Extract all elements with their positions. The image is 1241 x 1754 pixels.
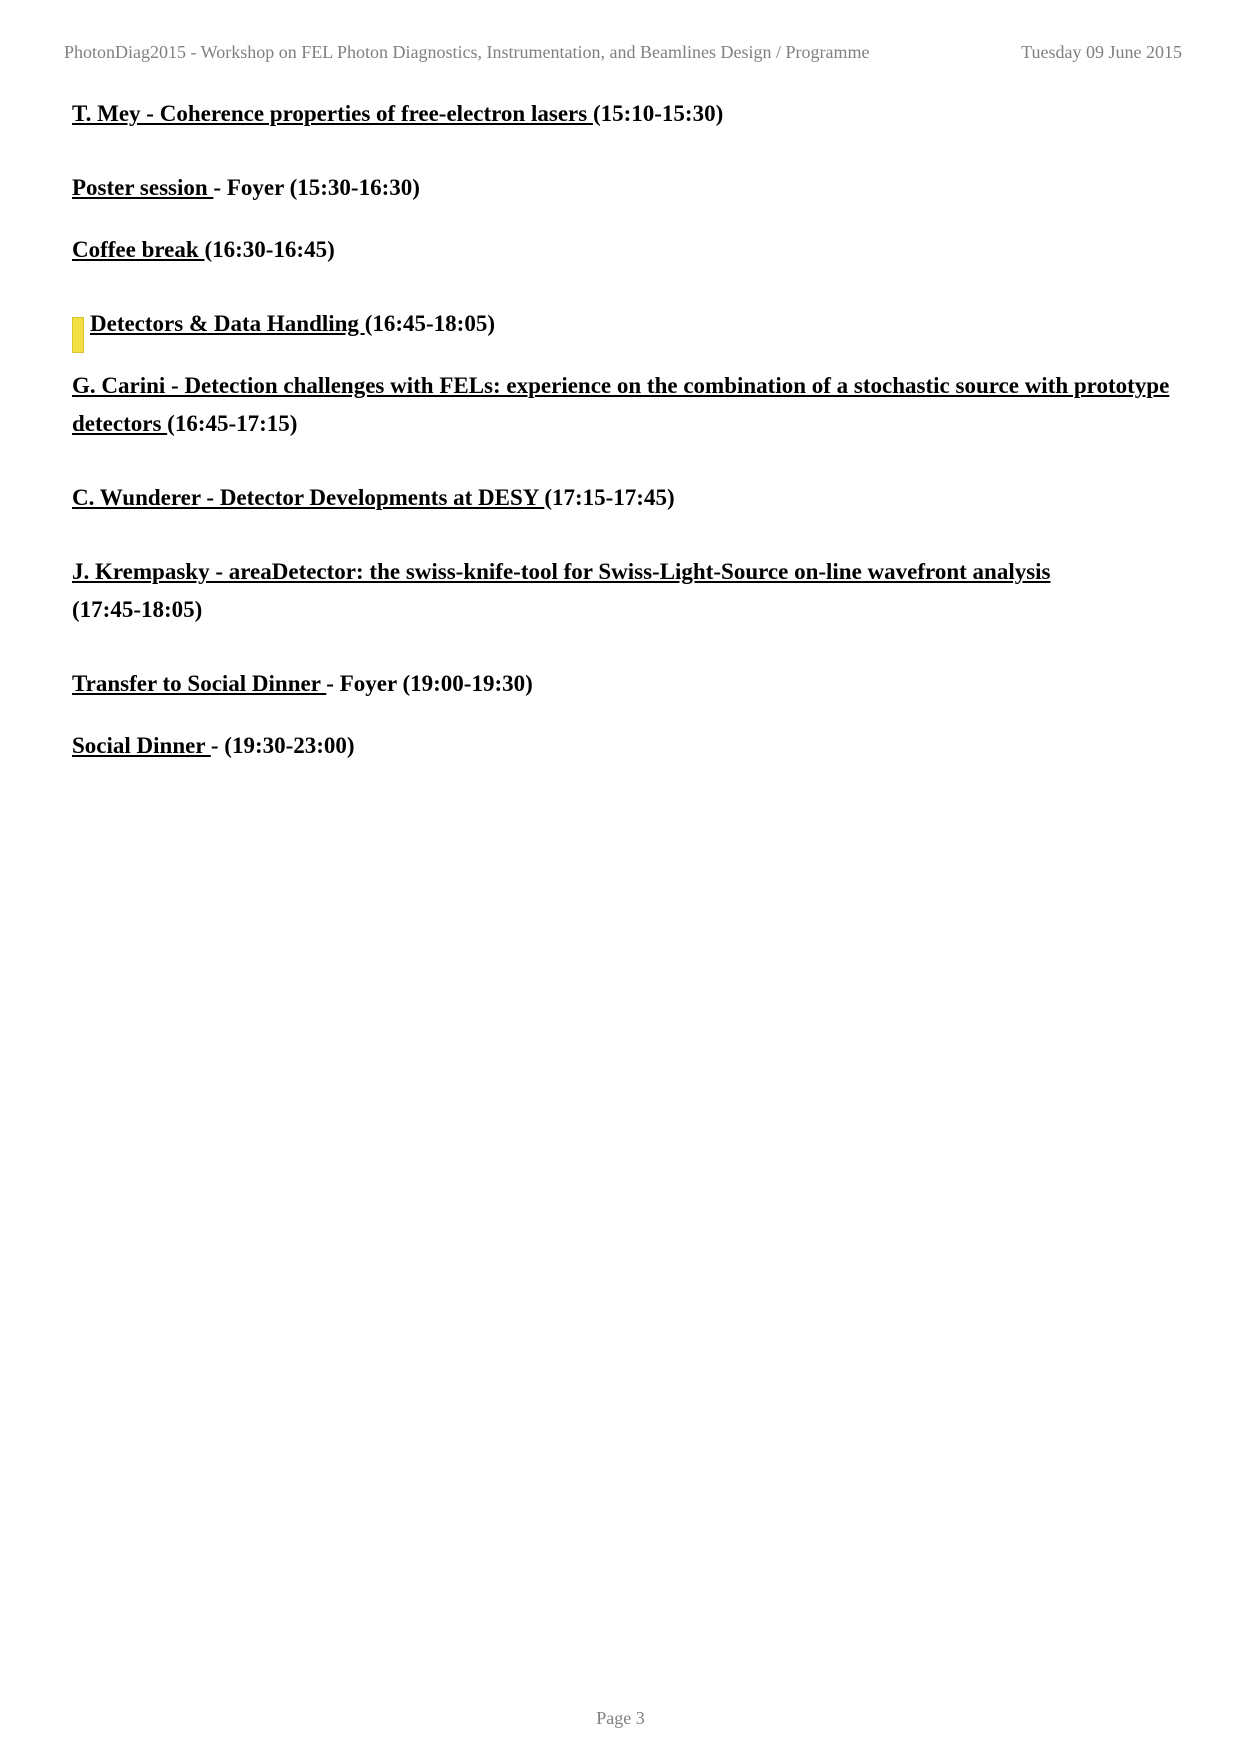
session-color-marker <box>72 317 84 353</box>
header-title: PhotonDiag2015 - Workshop on FEL Photon Diagnostics, Instrumentation, and Beamlines Design / Programme <box>64 42 870 62</box>
entry-time: - Foyer (19:00-19:30) <box>326 671 533 696</box>
entry-time: - Foyer (15:30-16:30) <box>213 175 420 200</box>
programme-entry <box>72 231 1172 269</box>
programme-entry <box>72 727 1172 765</box>
contribution-link[interactable]: T. Mey - Coherence properties of free-electron lasers <box>72 101 593 126</box>
entry-time: - (19:30-23:00) <box>210 733 355 758</box>
programme-entry <box>72 665 1172 703</box>
entry-time: (17:45-18:05) <box>72 597 203 622</box>
session-link[interactable]: Detectors & Data Handling <box>90 311 365 336</box>
page-footer <box>0 1708 1241 1729</box>
page-number: Page 3 <box>596 1708 645 1728</box>
programme-entry <box>72 95 1172 133</box>
entry-time: (17:15-17:45) <box>544 485 675 510</box>
entry-time: (16:45-17:15) <box>167 411 298 436</box>
programme-entry <box>72 479 1172 517</box>
programme-content <box>72 95 1172 765</box>
break-link[interactable]: Social Dinner <box>72 733 211 758</box>
entry-time: (15:10-15:30) <box>592 101 724 126</box>
entry-time: (16:45-18:05) <box>364 311 495 336</box>
programme-entry <box>72 553 1172 629</box>
session-heading <box>72 305 1172 343</box>
header-date: Tuesday 09 June 2015 <box>1021 42 1182 62</box>
break-link[interactable]: Coffee break <box>72 237 205 262</box>
contribution-link[interactable]: C. Wunderer - Detector Developments at DESY <box>72 485 545 510</box>
contribution-link[interactable]: J. Krempasky - areaDetector: the swiss-knife-tool for Swiss-Light-Source on-line wavefront analysis <box>72 559 1051 584</box>
entry-time: (16:30-16:45) <box>204 237 335 262</box>
programme-entry <box>72 367 1172 443</box>
break-link[interactable]: Poster session <box>72 175 214 200</box>
break-link[interactable]: Transfer to Social Dinner <box>72 671 327 696</box>
contribution-link[interactable]: G. Carini - Detection challenges with FELs: experience on the combination of a stochastic source with prototype detectors <box>72 373 1170 436</box>
programme-entry <box>72 169 1172 207</box>
